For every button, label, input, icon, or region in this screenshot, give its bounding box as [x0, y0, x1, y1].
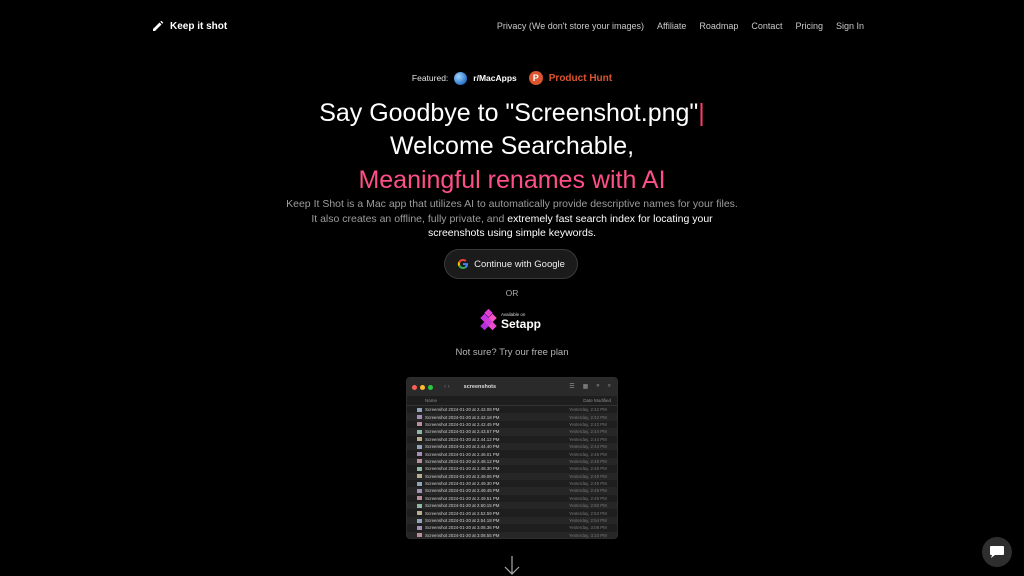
file-name: Screenshot 2024-01-20 at 2.49.30 PM [425, 481, 500, 487]
or-divider: OR [505, 288, 519, 298]
google-button-label: Continue with Google [474, 258, 565, 270]
file-date: Yesterday, 2:49 PM [569, 488, 607, 494]
file-name: Screenshot 2024-01-20 at 2.44.40 PM [425, 444, 500, 450]
file-row[interactable] [407, 524, 617, 531]
file-name: Screenshot 2024-01-20 at 2.46.01 PM [425, 451, 500, 457]
file-row[interactable] [407, 465, 617, 472]
pencil-icon [152, 20, 164, 32]
file-date: Yesterday, 3:08 PM [569, 525, 607, 531]
file-row[interactable] [407, 495, 617, 502]
macapps-icon [454, 72, 467, 85]
file-row[interactable] [407, 436, 617, 443]
file-row[interactable] [407, 421, 617, 428]
hero-headline-line2: Welcome Searchable, [389, 132, 635, 160]
file-date: Yesterday, 2:44 PM [569, 429, 607, 435]
file-row[interactable] [407, 443, 617, 450]
file-row[interactable] [407, 509, 617, 516]
setapp-text [501, 312, 541, 331]
file-name: Screenshot 2024-01-20 at 2.42.08 PM [425, 407, 500, 413]
file-thumbnail-icon [417, 482, 422, 486]
free-plan-link[interactable]: Not sure? Try our free plan [455, 347, 569, 358]
window-minimize-dot [420, 385, 425, 390]
grid-view-icon: ▦ [582, 384, 589, 390]
file-date: Yesterday, 2:44 PM [569, 444, 607, 450]
file-thumbnail-icon [417, 422, 422, 426]
file-name: Screenshot 2024-01-20 at 2.54.18 PM [425, 518, 500, 524]
file-name: Screenshot 2024-01-20 at 2.48.12 PM [425, 458, 500, 464]
file-row[interactable] [407, 487, 617, 494]
hero-headline-line1 [0, 97, 1024, 129]
featured-label: Featured: [411, 73, 449, 83]
description-highlight: extremely fast search index for locating your screenshots using simple keywords. [427, 212, 713, 239]
column-name: Name [425, 398, 438, 403]
file-name: Screenshot 2024-01-20 at 2.44.12 PM [425, 436, 500, 442]
column-date: Date Modified [583, 398, 611, 403]
file-date: Yesterday, 2:44 PM [569, 436, 607, 442]
file-row[interactable] [407, 428, 617, 435]
chat-widget-button[interactable] [982, 537, 1012, 567]
nav-link-affiliate[interactable]: Affiliate [657, 21, 687, 31]
list-view-icon: ☰ [569, 384, 575, 390]
hero-headline-line3: Meaningful renames with AI [358, 166, 666, 194]
file-row[interactable] [407, 480, 617, 487]
file-thumbnail-icon [417, 519, 422, 523]
finder-title: screenshots [463, 384, 497, 390]
file-thumbnail-icon [417, 504, 422, 508]
finder-preview [406, 377, 618, 539]
file-thumbnail-icon [417, 489, 422, 493]
file-date: Yesterday, 2:50 PM [569, 503, 607, 509]
file-date: Yesterday, 2:42 PM [569, 421, 607, 427]
file-row[interactable] [407, 473, 617, 480]
nav-link-privacy[interactable]: Privacy (We don't store your images) [496, 21, 645, 31]
file-row[interactable] [407, 502, 617, 509]
google-icon [457, 258, 469, 270]
search-icon: ⌕ [607, 383, 611, 389]
description-text: Keep It Shot is a Mac app that utilizes AI to automatically provide descriptive names for your files. It also creates an offline, fully private, and [286, 198, 738, 225]
file-name: Screenshot 2024-01-20 at 2.42.45 PM [425, 421, 500, 427]
finder-file-list [407, 406, 617, 539]
file-row[interactable] [407, 532, 617, 539]
file-thumbnail-icon [417, 445, 422, 449]
file-date: Yesterday, 2:48 PM [569, 466, 607, 472]
typing-cursor: | [698, 99, 705, 127]
window-zoom-dot [428, 385, 433, 390]
file-row[interactable] [407, 406, 617, 413]
file-name: Screenshot 2024-01-20 at 2.52.59 PM [425, 510, 500, 516]
more-icon: » [596, 383, 600, 389]
file-thumbnail-icon [417, 511, 422, 515]
nav-link-roadmap[interactable]: Roadmap [699, 21, 739, 31]
finder-header [407, 396, 617, 406]
featured-bar [0, 71, 1024, 85]
file-thumbnail-icon [417, 526, 422, 530]
file-name: Screenshot 2024-01-20 at 2.49.51 PM [425, 495, 500, 501]
finder-tools [569, 383, 611, 390]
file-name: Screenshot 2024-01-20 at 2.42.18 PM [425, 414, 500, 420]
file-name: Screenshot 2024-01-20 at 3.08.55 PM [425, 532, 500, 538]
file-thumbnail-icon [417, 430, 422, 434]
file-thumbnail-icon [417, 452, 422, 456]
file-thumbnail-icon [417, 459, 422, 463]
window-close-dot [412, 385, 417, 390]
hero-line1-text: Say Goodbye to "Screenshot.png" [319, 99, 699, 127]
file-name: Screenshot 2024-01-20 at 2.48.30 PM [425, 466, 500, 472]
file-date: Yesterday, 2:48 PM [569, 458, 607, 464]
file-name: Screenshot 2024-01-20 at 2.49.06 PM [425, 473, 500, 479]
nav-link-pricing[interactable]: Pricing [795, 21, 823, 31]
file-date: Yesterday, 2:53 PM [569, 510, 607, 516]
brand-name: Keep it shot [170, 20, 228, 32]
file-name: Screenshot 2024-01-20 at 2.43.57 PM [425, 429, 500, 435]
file-date: Yesterday, 2:54 PM [569, 518, 607, 524]
nav-links [497, 21, 864, 31]
top-nav [0, 0, 1024, 54]
finder-nav-arrows: ‹ › [444, 384, 450, 390]
file-thumbnail-icon [417, 415, 422, 419]
file-thumbnail-icon [417, 496, 422, 500]
file-thumbnail-icon [417, 408, 422, 412]
hero-description [286, 197, 738, 241]
nav-link-contact[interactable]: Contact [751, 21, 783, 31]
file-name: Screenshot 2024-01-20 at 2.50.15 PM [425, 503, 500, 509]
continue-with-google-button[interactable] [444, 249, 578, 279]
file-row[interactable] [407, 413, 617, 420]
featured-producthunt-link[interactable]: Product Hunt [548, 72, 613, 84]
brand-logo[interactable] [152, 20, 227, 32]
arrow-down-icon [503, 556, 521, 576]
setapp-badge[interactable] [480, 309, 544, 333]
file-date: Yesterday, 2:49 PM [569, 481, 607, 487]
file-date: Yesterday, 2:46 PM [569, 451, 607, 457]
file-date: Yesterday, 2:42 PM [569, 414, 607, 420]
file-thumbnail-icon [417, 467, 422, 471]
file-row[interactable] [407, 517, 617, 524]
file-thumbnail-icon [417, 533, 422, 537]
file-date: Yesterday, 2:49 PM [569, 495, 607, 501]
nav-link-sign-in[interactable]: Sign In [835, 21, 864, 31]
file-row[interactable] [407, 458, 617, 465]
file-thumbnail-icon [417, 437, 422, 441]
chat-icon [989, 545, 1005, 559]
file-thumbnail-icon [417, 474, 422, 478]
file-name: Screenshot 2024-01-20 at 2.49.45 PM [425, 488, 500, 494]
file-row[interactable] [407, 450, 617, 457]
setapp-icon [480, 309, 497, 333]
setapp-available-label: Available on [501, 311, 526, 317]
file-date: Yesterday, 2:42 PM [569, 407, 607, 413]
file-date: Yesterday, 3:10 PM [569, 532, 607, 538]
finder-toolbar [407, 378, 617, 396]
producthunt-icon: P [529, 71, 543, 85]
file-name: Screenshot 2024-01-20 at 3.08.36 PM [425, 525, 500, 531]
setapp-name: Setapp [501, 316, 542, 331]
file-date: Yesterday, 2:49 PM [569, 473, 607, 479]
featured-macapps-link[interactable]: r/MacApps [473, 73, 517, 83]
